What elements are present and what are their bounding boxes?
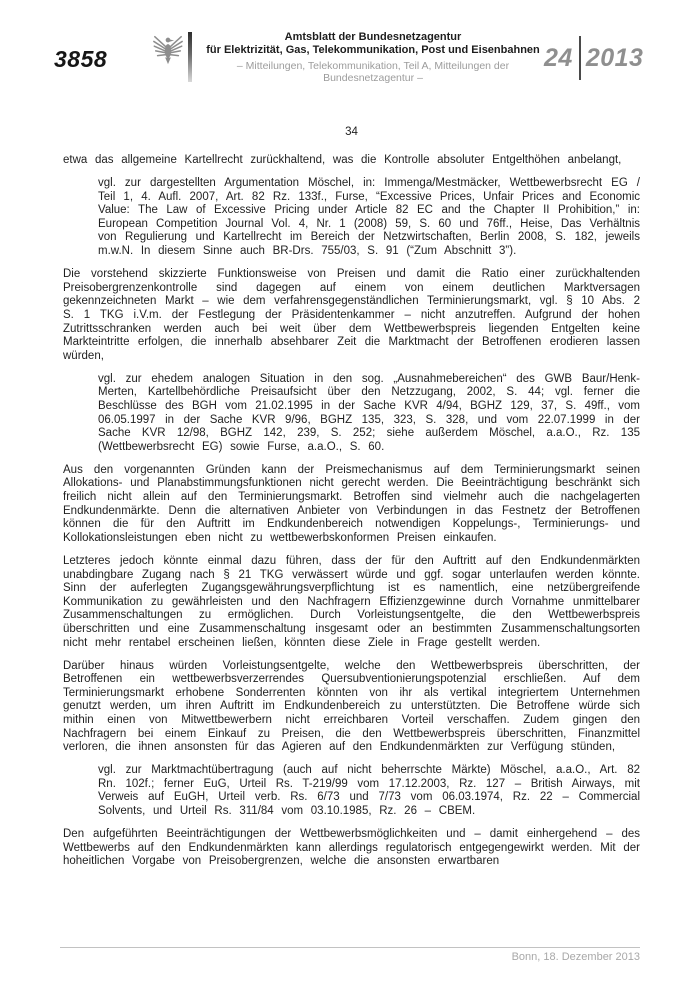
body-paragraph: Letzteres jedoch könnte einmal dazu führen, dass der für den Auftritt auf den Endkundenmärkten unabdingbare Zugang nach § 21 TKG verwässert würde und ggf. sogar unterlaufen werden könnte. Sinn der auferlegten Zugangsgewährungsverpflichtung ist es namentlich, eine netzübergreifende Kommunikation zu gewährleisten und den Nachfragern Effizienzgewinne durch Vornahme unmittelbarer Zusammenschaltungen zu ermöglichen. Durch Vorleistungsentgelte, die den Wettbewerbspreis überschritten und eine Zusammenschaltung insgesamt oder an bestimmten Zusammenschaltungsorten nicht mehr rentabel erscheinen ließen, könnten diese Ziele in Frage gestellt werden. bbox=[63, 554, 640, 649]
journal-title-line1: Amtsblatt der Bundesnetzagentur bbox=[284, 31, 462, 43]
body-paragraph: etwa das allgemeine Kartellrecht zurückhaltend, was die Kontrolle absoluter Entgelthöhen anbelangt, bbox=[63, 154, 622, 166]
issue-year: 2013 bbox=[585, 43, 644, 72]
journal-subtitle: – Mitteilungen, Telekommunikation, Teil A, Mitteilungen der Bundesnetzagentur – bbox=[236, 60, 510, 84]
header-titles bbox=[197, 31, 549, 84]
citation-paragraph: vgl. zur Marktmachtübertragung (auch auf nicht beherrschte Märkte) Möschel, a.a.O., Art. 82 Rn. 102f.; ferner EuG, Urteil Rs. T-219/99 vom 17.12.2003, Rz. 127 – British Airways, mit Verweis auf EuGH, Urteil verb. Rs. 6/73 und 7/73 vom 06.03.1974, Rz. 22 – Commercial Solvents, und Urteil Rs. 311/84 vom 03.10.1985, Rz. 26 – CBEM. bbox=[98, 764, 640, 818]
citation-paragraph: vgl. zur ehedem analogen Situation in den sog. „Ausnahmebereichen“ des GWB Baur/Henk-Merten, Kartellbehördliche Preisaufsicht über den Netzzugang, 2002, S. 44; vgl. ferner die Beschlüsse des BGH vom 21.02.1995 in der Sache KVR 4/94, BGHZ 129, 37, S. 49ff., vom 06.05.1997 in der Sache KVR 9/96, BGHZ 135, 323, S. 328, und vom 22.07.1999 in der Sache KVR 12/98, BGHZ 142, 239, S. 252; siehe außerdem Möschel, a.a.O., Rz. 135 (Wettbewerbsrecht EG) sowie Furse, a.a.O., S. 60. bbox=[98, 372, 640, 453]
issue-block bbox=[544, 36, 643, 80]
body-paragraph: Aus den vorgenannten Gründen kann der Preismechanismus auf dem Terminierungsmarkt seinen Allokations- und Planabstimmungsfunktionen nicht gerecht werden. Die Beeinträchtigung beschränkt sich freilich nicht allein auf den Terminierungsmarkt. Betroffen sind vielmehr auch die nachgelagerten Endkundenmärkte. Denn die alternativen Anbieter von Verbindungen in das Festnetz der Betroffenen können die für den Auftritt im Endkundenbereich notwendigen Koppelungs-, Terminierungs- und Kollokationsleistungen eben nicht zu wettbewerbskonformen Preisen einkaufen. bbox=[63, 463, 640, 544]
journal-title-line2: für Elektrizität, Gas, Telekommunikation, Post und Eisenbahnen bbox=[206, 44, 540, 56]
document-body bbox=[63, 126, 640, 878]
body-paragraph: Den aufgeführten Beeinträchtigungen der Wettbewerbsmöglichkeiten und – damit einhergehend – des Wettbewerbs auf den Endkundenmärkten kann allerdings regulatorisch entgegengewirkt werden. Mit der hoheitlichen Vorgabe von Preisobergrenzen, welche die ansonsten erwartbaren bbox=[63, 828, 640, 868]
issue-number: 24 bbox=[544, 43, 573, 72]
issue-divider-line bbox=[579, 36, 581, 80]
federal-eagle-icon bbox=[151, 30, 185, 68]
header-divider-bar bbox=[188, 32, 192, 82]
body-paragraph: Die vorstehend skizzierte Funktionsweise von Preisen und damit die Ratio einer zurückhaltenden Preisobergrenzenkontrolle sind dagegen auf einem von einem deutlichen Marktversagen gekennzeichneten Markt – wie dem verfahrensgegenständlichen Terminierungsmarkt, vgl. § 10 Abs. 2 S. 1 TKG i.V.m. der Festlegung der Präsidentenkammer – nicht anzutreffen. Aufgrund der hohen Zutrittsschranken werden auch bei weit über dem Wettbewerbspreis liegenden Entgelten keine Markteintritte erfolgen, die innerhalb absehbarer Zeit die Marktmacht der Betroffenen erodieren lassen würden, bbox=[63, 268, 640, 362]
body-paragraph: Darüber hinaus würden Vorleistungsentgelte, welche den Wettbewerbspreis überschritten, der Betroffenen ein wettbewerbsverzerrendes Quersubventionierungspotenzial erschließen. Auf dem Terminierungsmarkt erhobene Sonderrenten könnten von ihr als vertikal integriertem Unternehmen genutzt werden, um ihren Auftritt im Endkundenbereich zu unterstützten. Die Betroffene würde sich mithin einen von Mitwettbewerbern nicht erreichbaren Vorteil verschaffen. Zudem gingen den Nachfragern bei einem Einkauf zu Preisen, die den Wettbewerbspreis überschritten, Finanzmittel verloren, die ihnen ansonsten für das Agieren auf den Endkundenmärkten zur Verfügung stünden, bbox=[63, 659, 640, 754]
citation-paragraph: vgl. zur dargestellten Argumentation Möschel, in: Immenga/Mestmäcker, Wettbewerbsrecht EG / Teil 1, 4. Aufl. 2007, Art. 82 Rz. 133f., Furse, “Excessive Prices, Unfair Prices and Economic Value: The Law of Excessive Pricing under Article 82 EC and the Chapter II Prohibition,” in: European Competition Journal Vol. 4, Nr. 1 (2008) 59, S. 60 und 76ff., Heise, Das Verhältnis von Regulierung und Kartellrecht im Bereich der Netzwirtschaften, Berlin 2008, S. 182, jeweils m.w.N. In diesem Sinne auch BR-Drs. 755/03, S. 91 (“Zum Abschnitt 3”). bbox=[98, 177, 640, 258]
page-number: 34 bbox=[345, 126, 358, 138]
footer-dateline: Bonn, 18. Dezember 2013 bbox=[511, 951, 640, 963]
document-number: 3858 bbox=[54, 46, 108, 72]
page-footer bbox=[60, 947, 640, 963]
